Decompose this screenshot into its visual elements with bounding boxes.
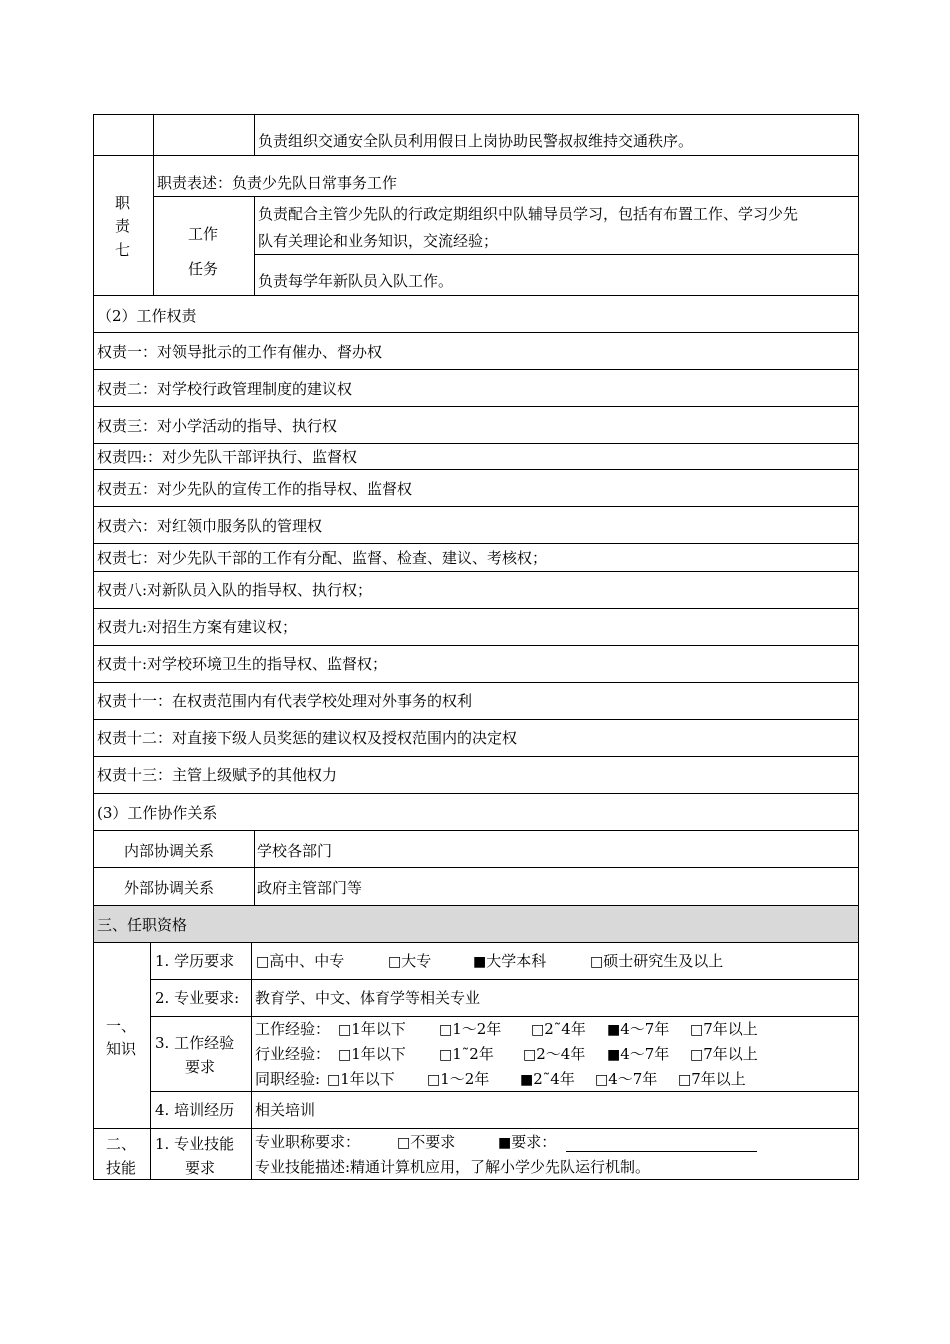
table-line — [150, 1091, 859, 1092]
education-label: 1. 学历要求 — [155, 952, 235, 970]
duty7-prev-task: 负责组织交通安全队员利用假日上岗协助民警叔叔维持交通秩序。 — [258, 132, 694, 150]
skill-req-label: 要求 — [185, 1159, 216, 1177]
experience-option: □7年以上 — [690, 1045, 758, 1063]
checkbox-empty-icon: □ — [439, 1047, 453, 1063]
knowledge-label: 知识 — [106, 1040, 137, 1058]
table-line — [93, 295, 859, 296]
duty7-task1-line2: 队有关理论和业务知识，交流经验； — [258, 232, 499, 250]
table-line — [254, 196, 255, 295]
skill-label: 技能 — [106, 1159, 137, 1177]
experience-row-label: 同职经验: — [255, 1070, 321, 1088]
duty7-label-char: 责 — [115, 217, 131, 235]
authority-item: 权责四:：对少先队干部评执行、监督权 — [97, 448, 358, 466]
authority-item: 权责六：对红领巾服务队的管理权 — [97, 517, 323, 535]
title-requirement-blank-line — [566, 1151, 757, 1152]
checkbox-empty-icon: □ — [256, 954, 270, 970]
table-line — [93, 1128, 859, 1129]
authority-item: 权责七：对少先队干部的工作有分配、监督、检查、建议、考核权； — [97, 549, 548, 567]
duty7-task1-line1: 负责配合主管少先队的行政定期组织中队辅导员学习，包括有布置工作、学习少先 — [258, 205, 799, 223]
duty7-task-label: 工作 — [188, 225, 219, 243]
table-line — [93, 830, 859, 831]
experience-option: □7年以上 — [678, 1070, 746, 1088]
checkbox-filled-icon: ■ — [607, 1047, 621, 1063]
table-line — [150, 979, 859, 980]
title-requirement-label: 专业职称要求： — [255, 1133, 361, 1151]
checkbox-empty-icon: □ — [523, 1047, 537, 1063]
table-line — [93, 942, 859, 943]
table-line — [858, 114, 859, 1180]
checkbox-empty-icon: □ — [590, 954, 604, 970]
table-line — [93, 443, 859, 444]
experience-option: □1年以下 — [338, 1020, 406, 1038]
checkbox-empty-icon: □ — [338, 1022, 352, 1038]
experience-row-label: 工作经验： — [255, 1020, 331, 1038]
education-option: □硕士研究生及以上 — [590, 952, 724, 970]
experience-option: ■2˜4年 — [520, 1070, 575, 1088]
table-line — [153, 155, 154, 295]
checkbox-empty-icon: □ — [427, 1072, 441, 1088]
experience-option: □1˜2年 — [439, 1045, 494, 1063]
table-line — [93, 332, 859, 333]
authority-item: 权责五：对少先队的宣传工作的指导权、监督权 — [97, 480, 413, 498]
checkbox-empty-icon: □ — [439, 1022, 453, 1038]
title-requirement-option: ■要求： — [498, 1133, 557, 1151]
checkbox-filled-icon: ■ — [607, 1022, 621, 1038]
education-option: ■大学本科 — [473, 952, 547, 970]
title-requirement-option: □不要求 — [397, 1133, 456, 1151]
qualification-heading-band — [93, 906, 858, 942]
table-line — [93, 1179, 859, 1180]
internal-coordination-label: 内部协调关系 — [124, 842, 215, 860]
table-line — [150, 942, 151, 1179]
experience-option: □1年以下 — [338, 1045, 406, 1063]
major-value: 教育学、中文、体育学等相关专业 — [255, 989, 481, 1007]
table-line — [93, 645, 859, 646]
table-line — [254, 830, 255, 905]
cooperation-heading: (3）工作协作关系 — [97, 804, 218, 822]
internal-coordination-value: 学校各部门 — [257, 842, 333, 860]
qualification-heading: 三、任职资格 — [97, 916, 188, 934]
table-line — [93, 369, 859, 370]
external-coordination-label: 外部协调关系 — [124, 879, 215, 897]
table-line — [93, 793, 859, 794]
skill-req-label: 1. 专业技能 — [155, 1135, 235, 1153]
checkbox-empty-icon: □ — [388, 954, 402, 970]
education-option: □大专 — [388, 952, 432, 970]
checkbox-empty-icon: □ — [531, 1022, 545, 1038]
authority-item: 权责十:对学校环境卫生的指导权、监督权； — [97, 655, 388, 673]
table-line — [150, 1016, 859, 1017]
education-option: □高中、中专 — [256, 952, 345, 970]
table-line — [93, 756, 859, 757]
knowledge-label: 一、 — [106, 1017, 137, 1035]
authority-item: 权责十二：对直接下级人员奖惩的建议权及授权范围内的决定权 — [97, 729, 518, 747]
experience-option: □7年以上 — [690, 1020, 758, 1038]
table-line — [93, 608, 859, 609]
table-line — [93, 114, 94, 1180]
authority-item: 权责十三：主管上级赋予的其他权力 — [97, 766, 338, 784]
experience-option: ■4～7年 — [607, 1045, 670, 1063]
checkbox-empty-icon: □ — [595, 1072, 609, 1088]
external-coordination-value: 政府主管部门等 — [257, 879, 363, 897]
checkbox-filled-icon: ■ — [520, 1072, 534, 1088]
duty7-task-label: 任务 — [188, 260, 219, 278]
table-line — [93, 719, 859, 720]
table-line — [93, 682, 859, 683]
experience-label: 3. 工作经验 — [155, 1034, 235, 1052]
duty7-task2: 负责每学年新队员入队工作。 — [258, 272, 454, 290]
table-line — [93, 905, 859, 906]
table-line — [93, 571, 859, 572]
training-label: 4. 培训经历 — [155, 1101, 235, 1119]
authority-item: 权责十一：在权责范围内有代表学校处理对外事务的权利 — [97, 692, 473, 710]
major-label: 2. 专业要求: — [155, 989, 240, 1007]
table-line — [93, 469, 859, 470]
authority-item: 权责九:对招生方案有建议权； — [97, 618, 298, 636]
experience-option: □4～7年 — [595, 1070, 658, 1088]
authority-item: 权责一：对领导批示的工作有催办、督办权 — [97, 343, 383, 361]
experience-option: □2～4年 — [523, 1045, 586, 1063]
table-line — [93, 406, 859, 407]
checkbox-filled-icon: ■ — [498, 1135, 512, 1151]
experience-row-label: 行业经验： — [255, 1045, 331, 1063]
training-value: 相关培训 — [255, 1101, 316, 1119]
experience-option: □1～2年 — [427, 1070, 490, 1088]
experience-label: 要求 — [185, 1058, 216, 1076]
table-line — [153, 196, 859, 197]
table-line — [251, 942, 252, 1179]
experience-option: □1年以下 — [327, 1070, 395, 1088]
skill-description: 专业技能描述:精通计算机应用，了解小学少先队运行机制。 — [255, 1158, 651, 1176]
checkbox-empty-icon: □ — [327, 1072, 341, 1088]
skill-label: 二、 — [106, 1135, 137, 1153]
checkbox-empty-icon: □ — [338, 1047, 352, 1063]
checkbox-empty-icon: □ — [690, 1047, 704, 1063]
authority-item: 权责三：对小学活动的指导、执行权 — [97, 417, 338, 435]
checkbox-empty-icon: □ — [690, 1022, 704, 1038]
experience-option: ■4～7年 — [607, 1020, 670, 1038]
duty7-label-char: 职 — [115, 194, 131, 212]
table-line — [93, 114, 859, 115]
duty7-description: 职责表述：负责少先队日常事务工作 — [157, 174, 398, 192]
checkbox-filled-icon: ■ — [473, 954, 487, 970]
table-line — [153, 114, 154, 155]
authority-item: 权责二：对学校行政管理制度的建议权 — [97, 380, 353, 398]
table-line — [93, 867, 859, 868]
experience-option: □1～2年 — [439, 1020, 502, 1038]
experience-option: □2˜4年 — [531, 1020, 586, 1038]
table-line — [93, 155, 859, 156]
checkbox-empty-icon: □ — [397, 1135, 411, 1151]
table-line — [254, 114, 255, 155]
authority-item: 权责八:对新队员入队的指导权、执行权； — [97, 581, 373, 599]
checkbox-empty-icon: □ — [678, 1072, 692, 1088]
authority-heading: （2）工作权责 — [97, 307, 197, 325]
table-line — [93, 506, 859, 507]
table-line — [254, 254, 859, 255]
duty7-label-char: 七 — [115, 241, 131, 259]
table-line — [93, 543, 859, 544]
